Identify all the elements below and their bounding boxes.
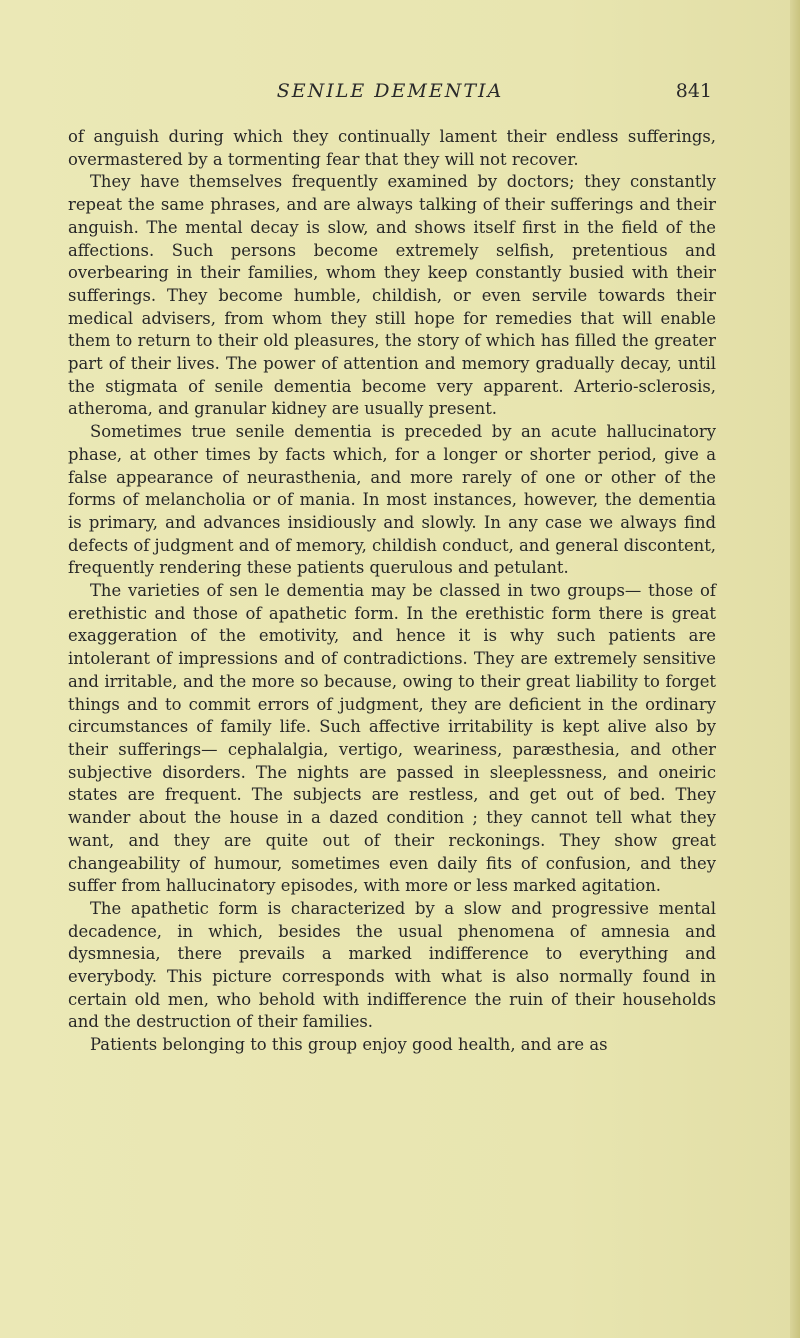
paragraph-continued: of anguish during which they continually lament their endless sufferings, overmastered by a tormenting fear that they will not recover. (68, 127, 716, 169)
paragraph: They have themselves frequently examined by doctors; they constantly repeat the same phrases, and are always talking of their sufferings and their anguish. The mental decay is slow, and shows itself first in the field of the affections. Such persons become extremely selfish, pretentious and overbearing in their families, whom they keep constantly busied with their sufferings. They become humble, childish, or even servile towards their medical advisers, from whom they still hope for remedies that will enable them to return to their old pleasures, the story of which has filled the greater part of their lives. The power of attention and memory gradually decay, until the stigmata of senile dementia become very apparent. Arterio-sclerosis, atheroma, and granular kidney are usually present. (68, 172, 716, 419)
page-edge (790, 0, 800, 1338)
paragraph: The apathetic form is characterized by a slow and progressive mental decadence, in which, besides the usual phenomena of amnesia and dysmnesia, there prevails a marked indifference to everything and everybody. This picture corresponds with what is also normally found in certain old men, who behold with indifference the ruin of their households and the destruction of their families. (68, 898, 716, 1032)
paragraph: The varieties of sen le dementia may be classed in two groups— those of erethistic and those of apathetic form. In the erethistic form there is great exaggeration of the emotivity, and hence it is why such patients are intolerant of impressions and of contradictions. They are extremely sensitive and irritable, and the more so because, owing to their great liability to forget things and to commit errors of judgment, they are deficient in the ordinary circumstances of family life. Such affective irritability is kept alive also by their sufferings— cephalalgia, vertigo, weariness, paræsthesia, and other subjective disorders. The nights are passed in sleeplessness, and oneiric states are frequent. The subjects are restless, and get out of bed. They wander about the house in a dazed condition ; they cannot tell what they want, and they are quite out of their reckonings. They show great changeability of humour, sometimes even daily fits of confusion, and they suffer from hallucinatory episodes, with more or less marked agitation. (68, 581, 716, 896)
paragraph: Sometimes true senile dementia is preceded by an acute hallucinatory phase, at other times by facts which, for a longer or shorter period, give a false appearance of neurasthenia, and more rarely of one or other of the forms of melancholia or of mania. In most instances, however, the dementia is primary, and advances insidiously and slowly. In any case we always find defects of judgment and of memory, childish conduct, and general discontent, frequently rendering these patients querulous and petulant. (68, 422, 716, 578)
running-title: SENILE DEMENTIA (276, 80, 504, 102)
running-head (68, 80, 712, 110)
page-number: 841 (675, 80, 712, 102)
body-text (68, 126, 716, 1057)
paragraph: Patients belonging to this group enjoy good health, and are as (90, 1035, 608, 1055)
